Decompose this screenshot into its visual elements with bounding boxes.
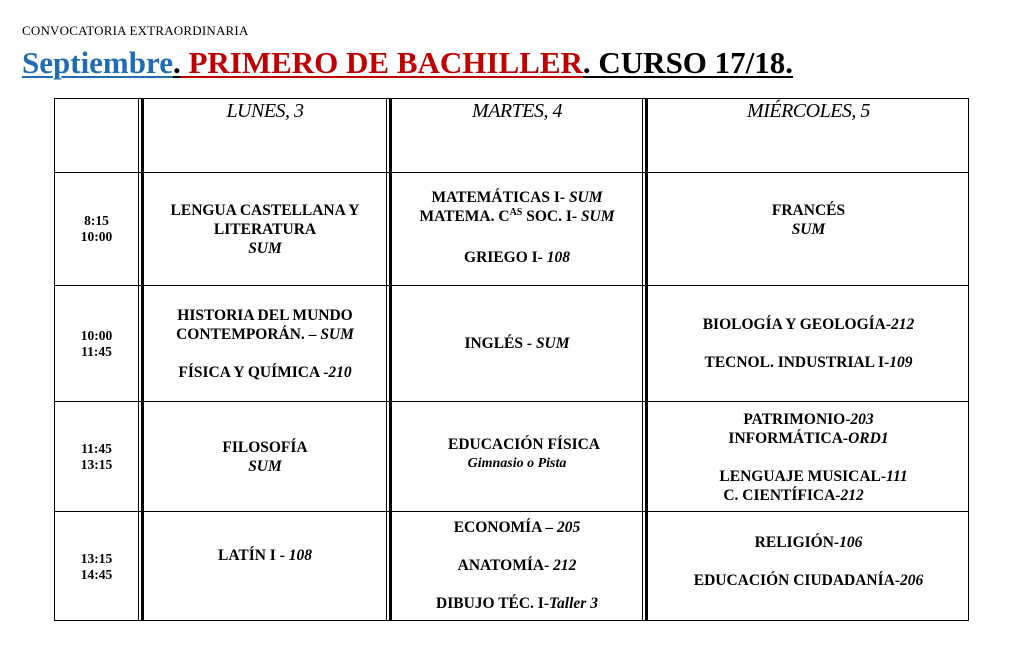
time-start: 8:15 xyxy=(84,213,109,228)
exam-room: 203 xyxy=(850,411,874,428)
exam-room: SUM xyxy=(535,335,570,352)
exam-room: ORD1 xyxy=(848,430,889,447)
exam-room: Taller 3 xyxy=(549,594,598,612)
exam-subject: C. CIENTÍFICA- xyxy=(723,487,841,504)
exam-cell-lunes-4 xyxy=(144,512,386,622)
time-slot-3 xyxy=(55,402,138,511)
exam-cell-martes-3 xyxy=(392,402,642,511)
schedule-table xyxy=(54,98,969,621)
exam-room: SUM xyxy=(320,325,354,343)
exam-cell-lunes-3 xyxy=(144,402,386,511)
exam-cell-miercoles-2 xyxy=(648,286,969,401)
exam-subject: EDUCACIÓN FÍSICA xyxy=(447,435,600,453)
exam-room: 205 xyxy=(557,518,581,536)
exam-cell-miercoles-3 xyxy=(648,402,969,511)
exam-room: 108 xyxy=(288,546,312,564)
exam-subject: FILOSOFÍA xyxy=(222,438,308,456)
time-slot-4 xyxy=(55,512,138,622)
page-title xyxy=(22,43,793,83)
exam-room: 212 xyxy=(891,316,915,333)
day-header-martes: MARTES, 4 xyxy=(472,100,562,122)
title-year: . CURSO 17/18. xyxy=(582,45,794,80)
exam-cell-martes-2 xyxy=(392,286,642,401)
exam-subject: INGLÉS - xyxy=(464,335,536,352)
exam-cell-martes-4 xyxy=(392,512,642,622)
title-month: Septiembre xyxy=(22,45,173,80)
exam-cell-miercoles-1 xyxy=(648,173,969,285)
exam-room: SUM xyxy=(580,207,615,225)
exam-room: Gimnasio o Pista xyxy=(467,455,567,471)
time-end: 10:00 xyxy=(80,229,113,244)
time-end: 13:15 xyxy=(80,456,113,472)
time-start: 11:45 xyxy=(81,440,112,456)
exam-subject: RELIGIÓN- xyxy=(754,533,840,551)
exam-subject: GRIEGO I- xyxy=(464,248,547,266)
exam-room: 106 xyxy=(839,533,863,551)
exam-room: SUM xyxy=(248,457,282,475)
time-end: 11:45 xyxy=(81,343,112,359)
convocatoria-label: CONVOCATORIA EXTRAORDINARIA xyxy=(22,23,249,38)
title-course: PRIMERO DE BACHILLER xyxy=(180,45,583,80)
exam-subject: ANATOMÍA- xyxy=(457,556,554,574)
exam-subject: FRANCÉS xyxy=(771,202,846,219)
time-start: 13:15 xyxy=(80,551,113,566)
exam-subject: SOC. I- xyxy=(522,207,581,225)
exam-cell-martes-1 xyxy=(392,173,642,285)
exam-subject: EDUCACIÓN CIUDADANÍA- xyxy=(693,571,900,589)
exam-room: 109 xyxy=(889,354,913,371)
exam-subject: HISTORIA DEL MUNDO xyxy=(177,306,353,324)
exam-subject: LATÍN I - xyxy=(217,546,289,564)
exam-subject: ECONOMÍA – xyxy=(453,518,558,536)
day-header-lunes: LUNES, 3 xyxy=(226,100,304,122)
exam-subject: MATEMA. C xyxy=(419,207,510,225)
exam-subject: LENGUAJE MUSICAL- xyxy=(719,468,887,485)
exam-subject: CONTEMPORÁN. – xyxy=(176,325,321,343)
time-end: 14:45 xyxy=(80,567,113,582)
exam-subject: PATRIMONIO- xyxy=(743,411,851,428)
exam-room: 210 xyxy=(328,363,352,381)
exam-subject: TECNOL. INDUSTRIAL I- xyxy=(704,354,890,371)
exam-room: 108 xyxy=(546,248,570,266)
exam-subject-sup: AS xyxy=(509,206,523,218)
exam-subject: INFORMÁTICA- xyxy=(728,430,849,447)
exam-cell-lunes-2 xyxy=(144,286,386,401)
exam-room: SUM xyxy=(568,188,603,206)
exam-subject: MATEMÁTICAS I- xyxy=(431,188,569,206)
exam-room: 111 xyxy=(886,468,908,485)
exam-room: 212 xyxy=(840,487,864,504)
day-header-miercoles: MIÉRCOLES, 5 xyxy=(747,100,870,122)
time-slot-2 xyxy=(55,286,138,401)
exam-subject: FÍSICA Y QUÍMICA - xyxy=(178,363,329,381)
time-slot-1 xyxy=(55,173,138,285)
exam-subject: BIOLOGÍA Y GEOLOGÍA- xyxy=(702,316,892,333)
time-start: 10:00 xyxy=(80,327,113,343)
exam-room: 212 xyxy=(553,556,577,574)
exam-subject: LENGUA CASTELLANA Y xyxy=(170,201,360,219)
exam-subject: LITERATURA xyxy=(213,220,317,238)
exam-room: SUM xyxy=(791,221,826,238)
exam-cell-lunes-1 xyxy=(144,173,386,285)
exam-cell-miercoles-4 xyxy=(648,512,969,622)
title-dot: . xyxy=(172,45,181,80)
exam-room: 206 xyxy=(900,571,924,589)
exam-room: SUM xyxy=(248,239,282,257)
exam-subject: DIBUJO TÉC. I- xyxy=(436,594,550,612)
